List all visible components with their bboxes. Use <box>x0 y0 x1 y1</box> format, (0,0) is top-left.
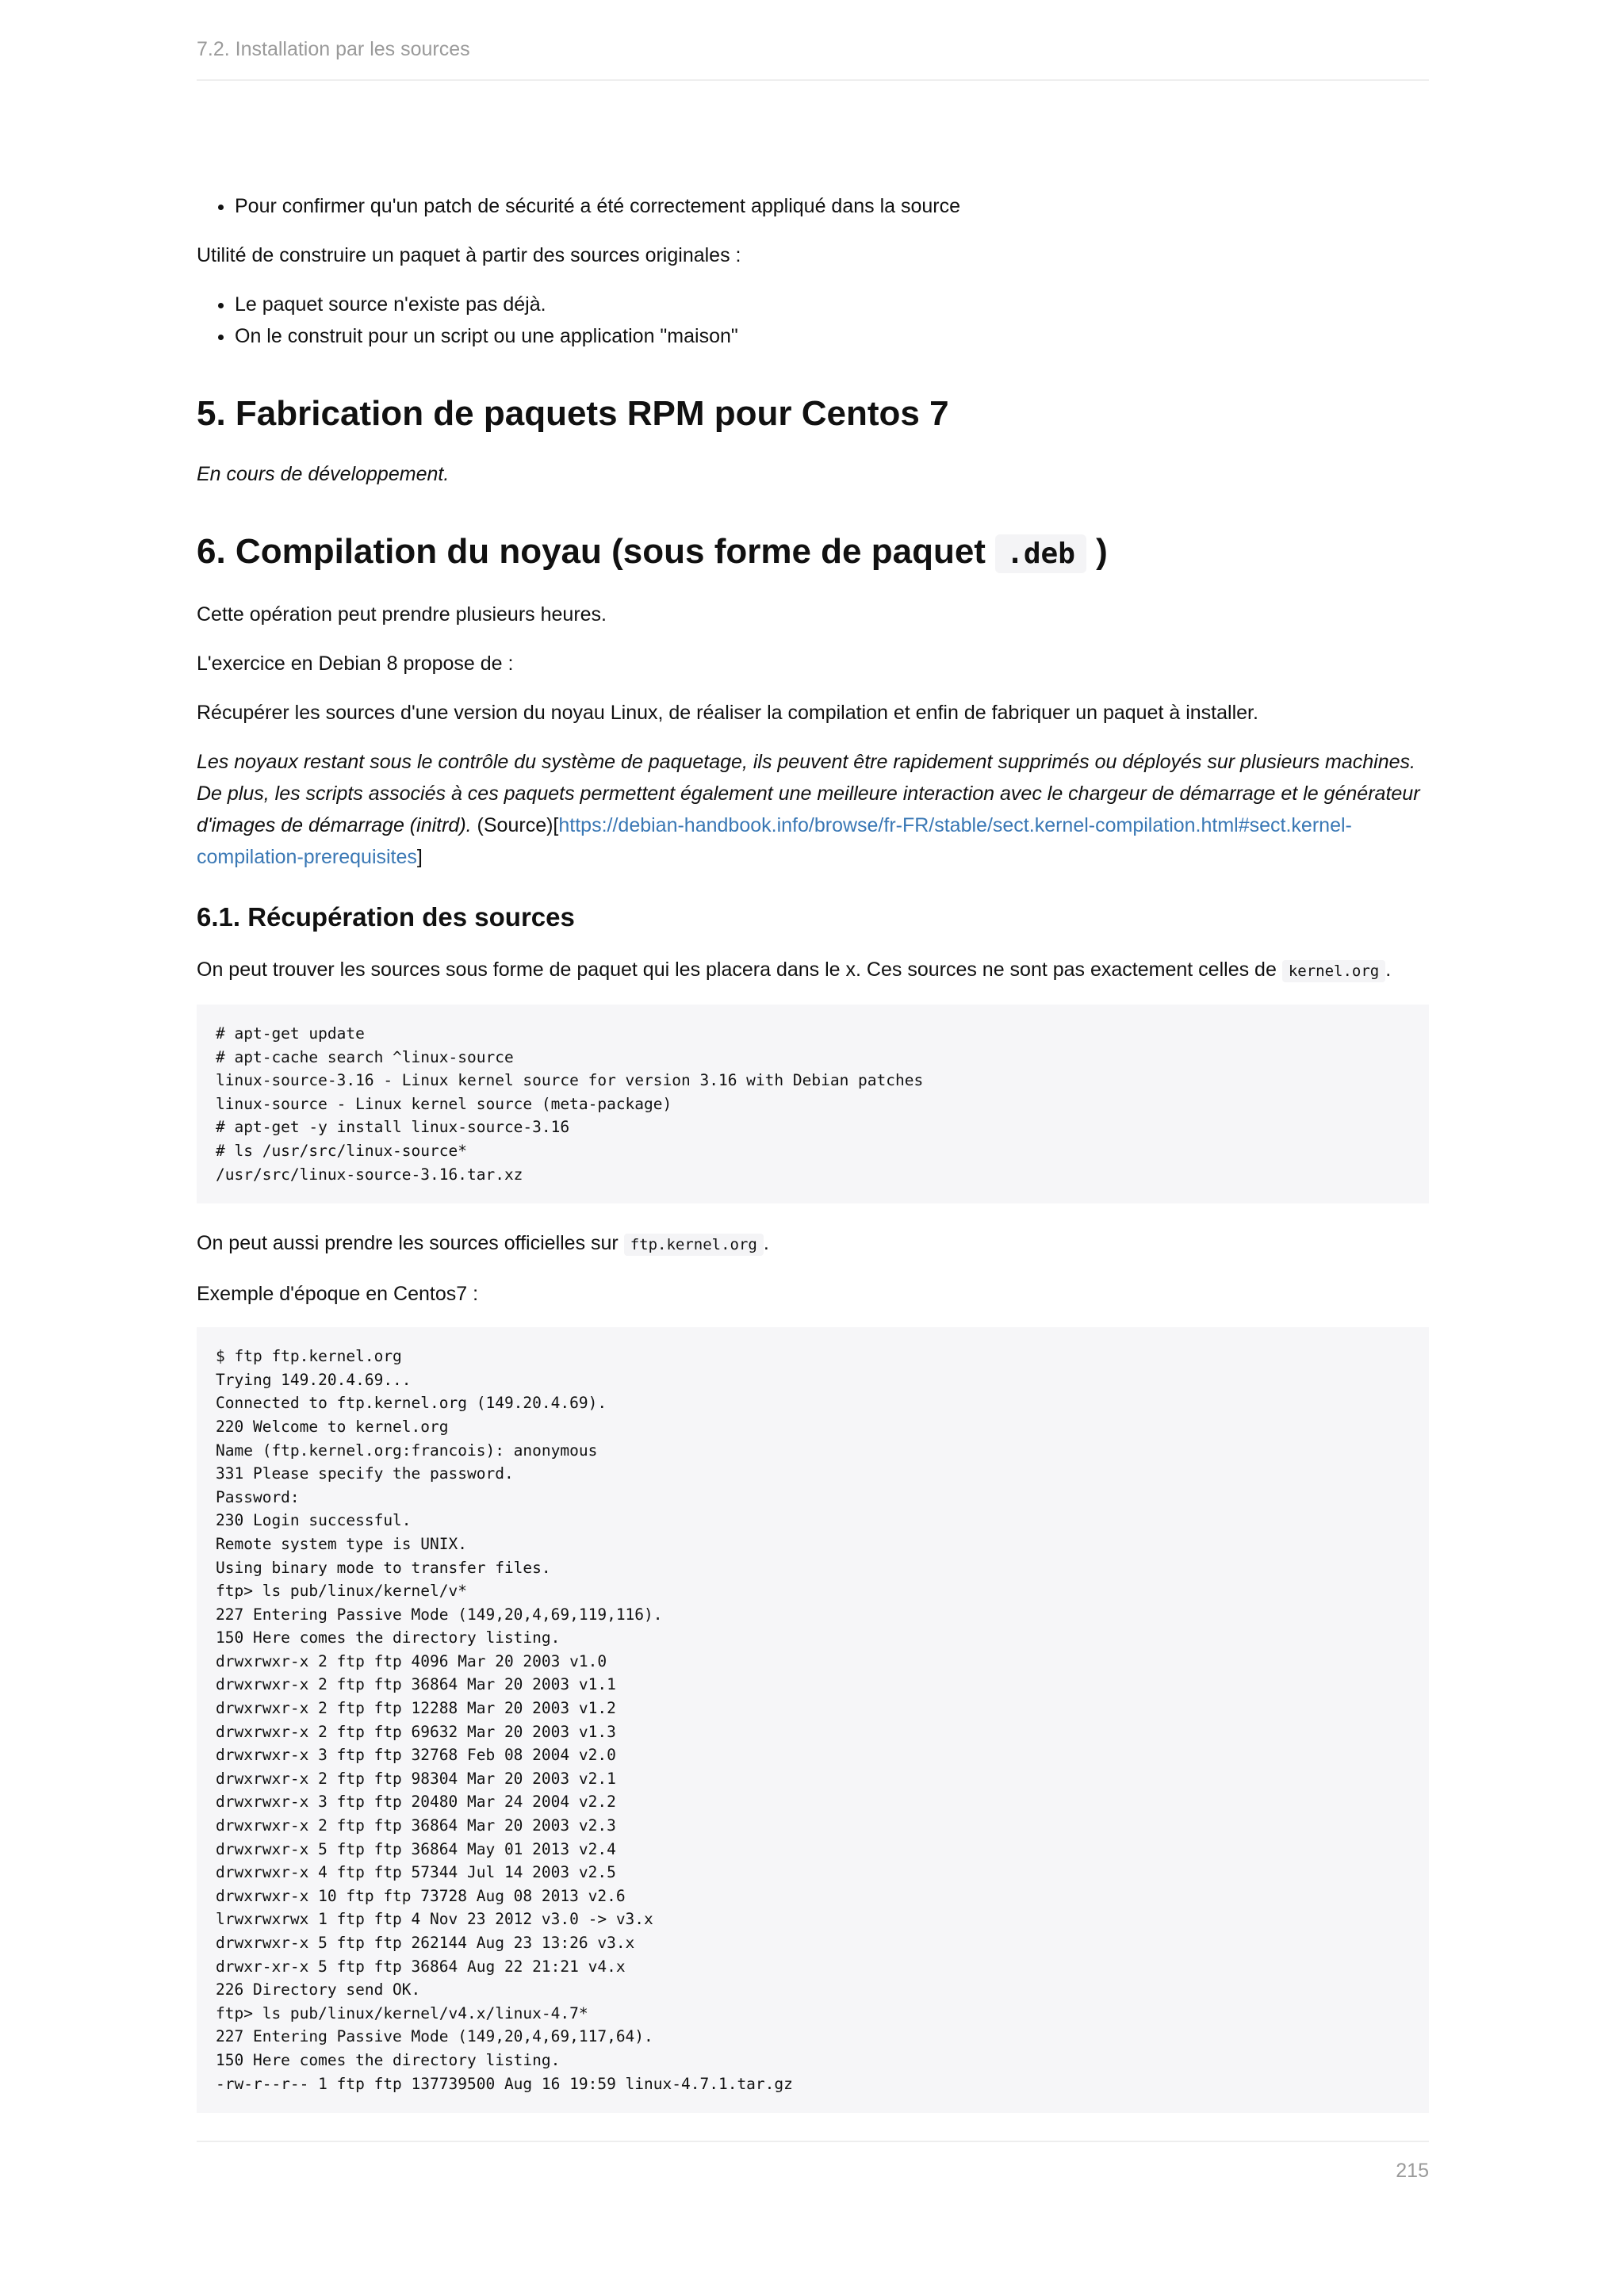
section-6-heading <box>197 530 1429 576</box>
intro-bullet-list <box>197 190 1429 222</box>
ftp-code-block: $ ftp ftp.kernel.org Trying 149.20.4.69... Connected to ftp.kernel.org (149.20.4.69). 220 Welcome to kernel.org Name (ftp.kernel.org:francois): anonymous 331 Please specify the password. Password: 230 Login successful. Remote system type is UNIX. Using binary mode to transfer files. ftp> ls pub/linux/kernel/v* 227 Entering Passive Mode (149,20,4,69,119,116). 150 Here comes the directory listing. drwxrwxr-x 2 ftp ftp 4096 Mar 20 2003 v1.0 drwxrwxr-x 2 ftp ftp 36864 Mar 20 2003 v1.1 drwxrwxr-x 2 ftp ftp 12288 Mar 20 2003 v1.2 drwxrwxr-x 2 ftp ftp 69632 Mar 20 2003 v1.3 drwxrwxr-x 3 ftp ftp 32768 Feb 08 2004 v2.0 drwxrwxr-x 2 ftp ftp 98304 Mar 20 2003 v2.1 drwxrwxr-x 3 ftp ftp 20480 Mar 24 2004 v2.2 drwxrwxr-x 2 ftp ftp 36864 Mar 20 2003 v2.3 drwxrwxr-x 5 ftp ftp 36864 May 01 2013 v2.4 drwxrwxr-x 4 ftp ftp 57344 Jul 14 2003 v2.5 drwxrwxr-x 10 ftp ftp 73728 Aug 08 2013 v2.6 lrwxrwxrwx 1 ftp ftp 4 Nov 23 2012 v3.0 -> v3.x drwxrwxr-x 5 ftp ftp 262144 Aug 23 13:26 v3.x drwxr-xr-x 5 ftp ftp 36864 Aug 22 21:21 v4.x 226 Directory send OK. ftp> ls pub/linux/kernel/v4.x/linux-4.7* 227 Entering Passive Mode (149,20,4,69,117,64). 150 Here comes the directory listing. -rw-r--r-- 1 ftp ftp 137739500 Aug 16 19:59 linux-4.7.1.tar.gz <box>197 1327 1429 2113</box>
kernel-org-inline-code: kernel.org <box>1282 960 1385 982</box>
section-6-paragraph-2: L'exercice en Debian 8 propose de : <box>197 652 514 675</box>
paragraph-text: On peut trouver les sources sous forme de paquet qui les placera dans le x. Ces sources ne sont pas exactement celles de <box>197 959 1282 981</box>
running-header: 7.2. Installation par les sources <box>197 38 470 60</box>
section-6-heading-close: ) <box>1086 532 1108 571</box>
quote-italic-text: Les noyaux restant sous le contrôle du système de paquetage, ils peuvent être rapidement supprimés ou déployés sur plusieurs machines. De plus, les scripts associés à ces paquets permettent également une meilleure interaction avec le chargeur de démarrage et le générateur d'images de démarrage (initrd). <box>197 751 1420 836</box>
page-number: 215 <box>1396 2160 1429 2182</box>
paragraph-end: . <box>763 1232 769 1255</box>
section-6-1-paragraph-3: Exemple d'époque en Centos7 : <box>197 1283 479 1306</box>
footer-divider <box>197 2141 1429 2142</box>
section-6-heading-text: 6. Compilation du noyau (sous forme de paquet <box>197 532 996 571</box>
source-close: ] <box>416 846 423 868</box>
section-6-quote <box>197 746 1429 873</box>
list-item: • On le construit pour un script ou une application "maison" <box>235 320 1429 352</box>
section-6-paragraph-1: Cette opération peut prendre plusieurs heures. <box>197 603 607 626</box>
section-6-paragraph-3: Récupérer les sources d'une version du noyau Linux, de réaliser la compilation et enfin de fabriquer un paquet à installer. <box>197 702 1258 724</box>
paragraph-text: On peut aussi prendre les sources officielles sur <box>197 1232 624 1255</box>
header-divider <box>197 79 1429 81</box>
source-link[interactable]: https://debian-handbook.info/browse/fr-FR/stable/sect.kernel-compilation.html#sect.kernel-compilation-prerequisites <box>197 814 1352 868</box>
section-6-1-paragraph-2 <box>197 1227 1429 1261</box>
apt-code-block: # apt-get update # apt-cache search ^linux-source linux-source-3.16 - Linux kernel source for version 3.16 with Debian patches linux-source - Linux kernel source (meta-package) # apt-get -y install linux-source-3.16 # ls /usr/src/linux-source* /usr/src/linux-source-3.16.tar.xz <box>197 1004 1429 1203</box>
section-6-1-paragraph-1 <box>197 954 1429 987</box>
section-5-note: En cours de développement. <box>197 463 450 485</box>
utility-paragraph: Utilité de construire un paquet à partir des sources originales : <box>197 244 741 266</box>
ftp-kernel-org-inline-code: ftp.kernel.org <box>624 1234 764 1256</box>
utility-bullet-list <box>197 289 1429 352</box>
section-5-heading: 5. Fabrication de paquets RPM pour Centos 7 <box>197 394 949 433</box>
list-item: • Le paquet source n'existe pas déjà. <box>235 289 1429 320</box>
source-label: (Source)[ <box>471 814 559 836</box>
paragraph-end: . <box>1385 959 1392 981</box>
deb-inline-code: .deb <box>995 534 1086 573</box>
page-content <box>197 190 1429 2137</box>
list-item: • Pour confirmer qu'un patch de sécurité a été correctement appliqué dans la source <box>235 190 1429 222</box>
section-6-1-heading: 6.1. Récupération des sources <box>197 902 575 932</box>
